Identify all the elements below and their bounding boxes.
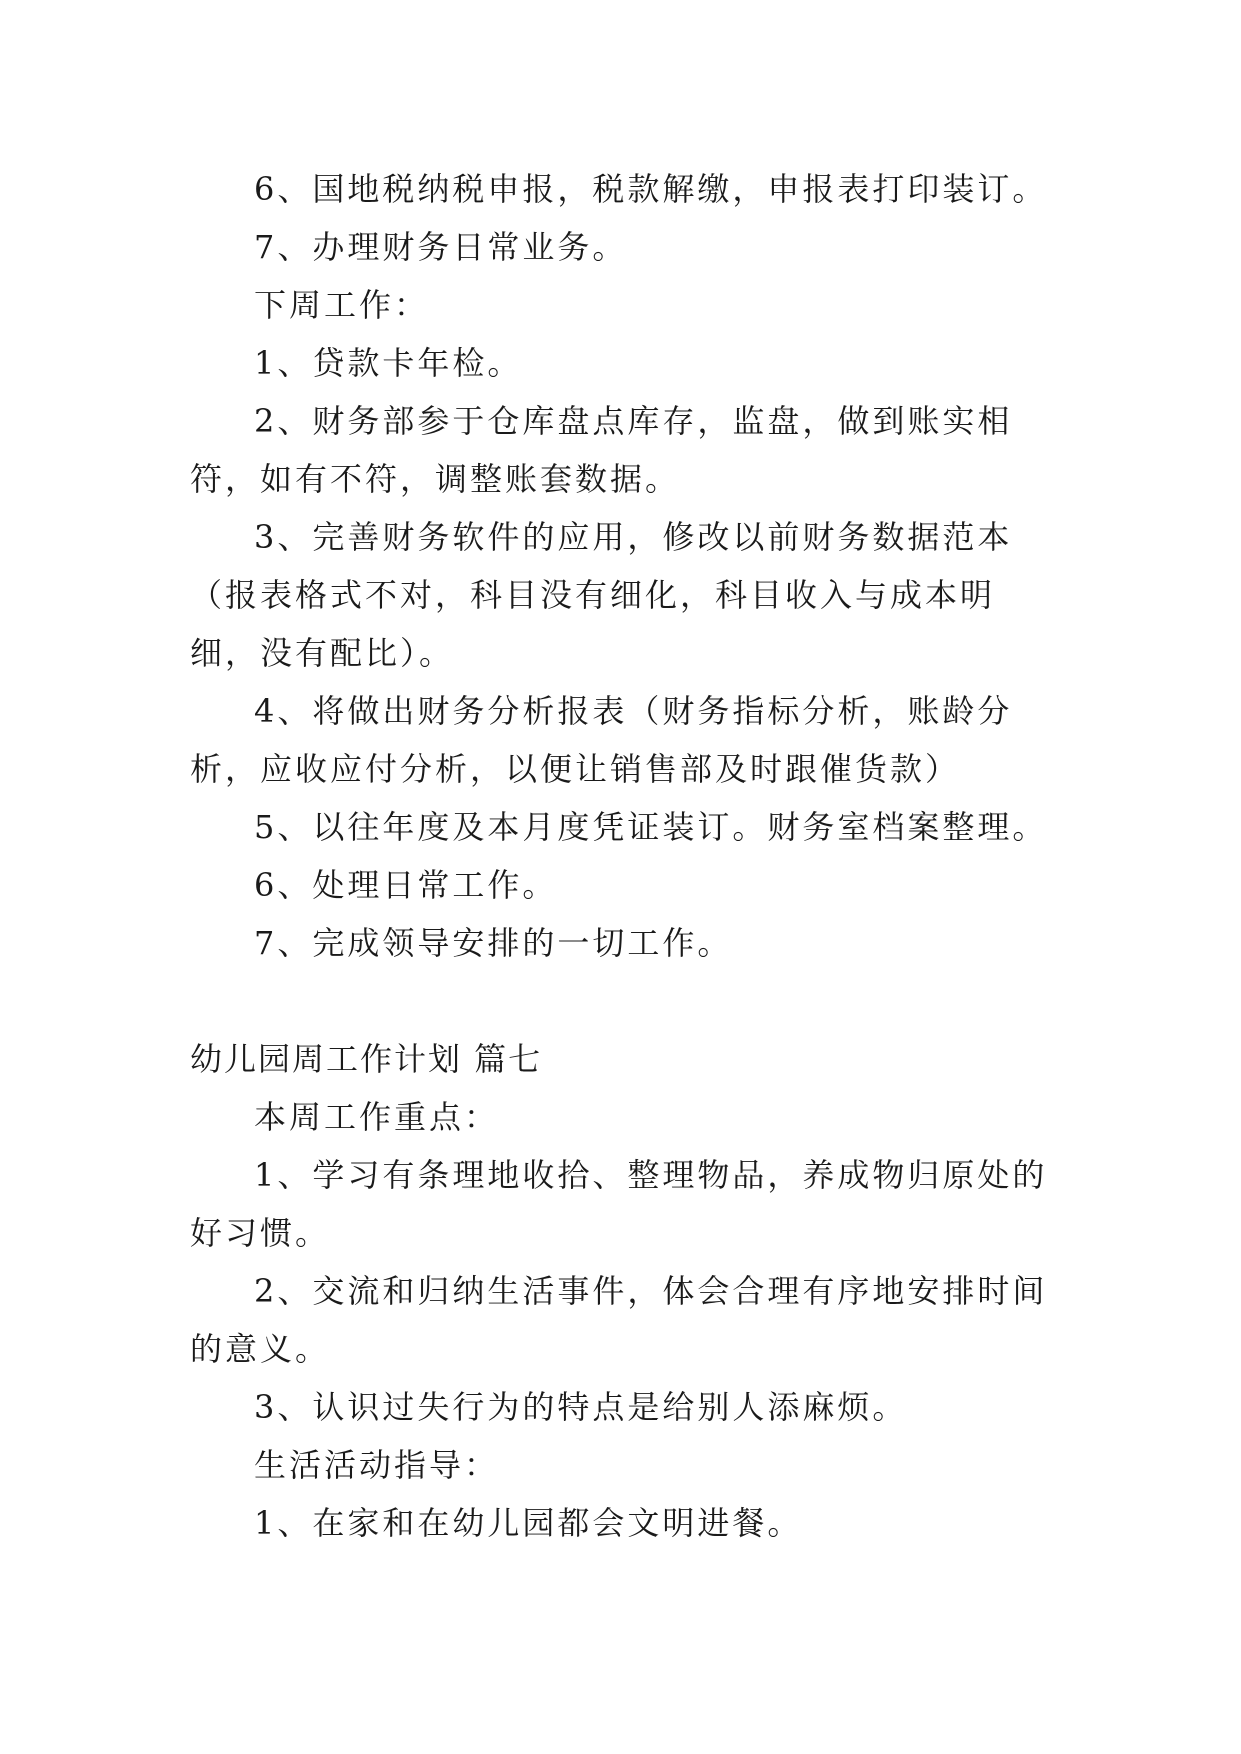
paragraph-financial-analysis: 4、将做出财务分析报表（财务指标分析，账龄分析，应收应付分析，以便让销售部及时跟催货款）: [190, 692, 1013, 788]
paragraph-organize-items: 1、学习有条理地收拾、整理物品，养成物归原处的好习惯。: [190, 1156, 1048, 1252]
paragraph-inventory-check: 2、财务部参于仓库盘点库存，监盘，做到账实相符，如有不符，调整账套数据。: [190, 402, 1013, 498]
paragraph-voucher-binding: 5、以往年度及本月度凭证装订。财务室档案整理。: [254, 808, 1048, 846]
paragraph-loan-card: 1、贷款卡年检。: [254, 344, 523, 382]
paragraph-daily-work: 6、处理日常工作。: [254, 866, 558, 904]
paragraph-fault-behavior: 3、认识过失行为的特点是给别人添麻烦。: [254, 1388, 908, 1426]
paragraph-leader-tasks: 7、完成领导安排的一切工作。: [254, 924, 733, 962]
paragraph-time-arrangement: 2、交流和归纳生活事件，体会合理有序地安排时间的意义。: [190, 1272, 1048, 1368]
heading-life-activity-guidance: 生活活动指导：: [254, 1446, 500, 1484]
paragraph-daily-finance: 7、办理财务日常业务。: [254, 228, 628, 266]
document-page: [190, 160, 1060, 1552]
heading-next-week-work: 下周工作：: [254, 286, 430, 324]
paragraph-finance-software: 3、完善财务软件的应用，修改以前财务数据范本（报表格式不对，科目没有细化，科目收入与成本明细，没有配比）。: [190, 518, 1013, 672]
paragraph-tax-filing: 6、国地税纳税申报，税款解缴，申报表打印装订。: [254, 170, 1048, 208]
heading-this-week-focus: 本周工作重点：: [254, 1098, 500, 1136]
section-title: 幼儿园周工作计划 篇七: [190, 1040, 543, 1078]
paragraph-civilized-dining: 1、在家和在幼儿园都会文明进餐。: [254, 1504, 803, 1542]
